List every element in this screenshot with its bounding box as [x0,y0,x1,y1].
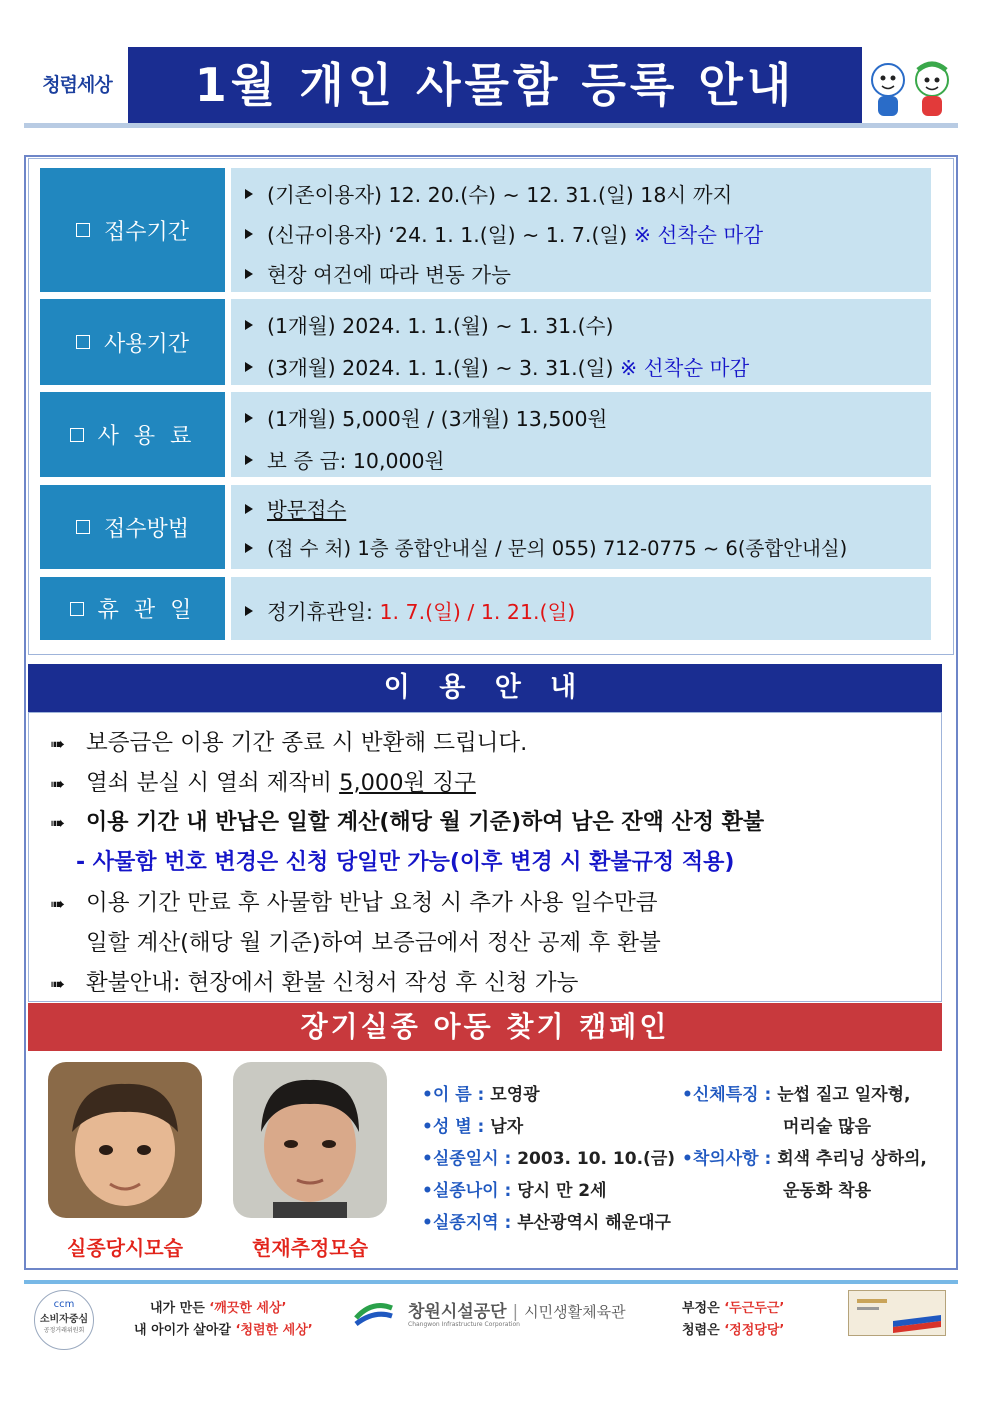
info-text: (기존이용자) 12. 20.(수) ~ 12. 31.(일) 18시 까지 [267,183,733,207]
row-content-reception-method [231,485,931,569]
info-value: 모영광 [490,1085,540,1105]
triangle-bullet-icon [245,413,253,423]
info-line [245,402,607,432]
info-line [245,493,346,523]
changwon-corp-logo-icon [352,1296,396,1334]
guide-item [50,805,764,836]
guide-text: 이용 기간 만료 후 사물함 반납 요청 시 추가 사용 일수만큼 [86,890,658,916]
cheongryeom-logo [28,62,126,108]
info-line [245,595,575,625]
info-key: •착의사항 : [682,1149,772,1169]
header-divider [24,123,958,128]
info-value: 운동화 착용 [783,1181,872,1201]
footer-slogan-2 [134,1319,313,1338]
arrow-bullet-icon: ➠ [50,974,66,995]
info-text: (1개월) 5,000원 / (3개월) 13,500원 [267,407,608,431]
guide-title: 이 용 안 내 [28,664,942,712]
row-label-fee [40,392,225,477]
info-value: 회색 추리닝 상하의, [777,1149,927,1169]
footer-org: 창원시설공단 | 시민생활체육관 [408,1302,626,1322]
slogan-text: 내 아이가 살아갈 [134,1323,231,1338]
missing-info-location [422,1208,671,1233]
info-key: •이 름 : [422,1085,485,1105]
checkbox-square-icon [70,428,84,442]
info-text: 보 증 금: 10,000원 [267,449,445,473]
info-key: •실종지역 : [422,1213,512,1233]
info-text: (3개월) 2024. 1. 1.(월) ~ 3. 31.(일) [267,356,614,380]
slogan-text: 부정은 [682,1301,720,1316]
info-line [245,178,732,208]
guide-item [50,885,657,917]
info-value: 2003. 10. 10.(금) [517,1149,676,1169]
info-line [245,351,749,381]
missing-info-age [422,1176,607,1201]
triangle-bullet-icon [245,504,253,514]
ccm-text: ccm [53,1299,75,1310]
missing-info-name [422,1080,540,1105]
footer-slogan-3 [682,1297,784,1316]
missing-info-clothing-cont [783,1176,871,1201]
missing-info-sex [422,1112,523,1137]
row-label-reception-method [40,485,225,569]
info-text: 정기휴관일: [267,600,373,624]
slogan-text: 내가 만든 [150,1301,205,1316]
certification-badge-icon [848,1290,946,1336]
info-line [245,258,511,288]
row-label-usage-period [40,299,225,385]
info-value: 머리숱 많음 [783,1117,872,1137]
info-value: 당시 만 2세 [517,1181,607,1201]
arrow-bullet-icon: ➠ [50,894,66,915]
first-come-note: ※ 선착순 마감 [620,356,750,380]
org-sub: 시민생활체육관 [524,1303,626,1321]
triangle-bullet-icon [245,269,253,279]
guide-item [50,965,578,997]
triangle-bullet-icon [245,320,253,330]
logo-text: 청렴세상 [42,74,112,96]
ccm-text: 공정거래위원회 [43,1327,85,1334]
child-photo-age-progressed [233,1062,387,1218]
mascot-icon [866,58,956,120]
row-content-closed-days [231,577,931,640]
slogan-quote: ‘깨끗한 세상’ [209,1301,287,1316]
slogan-quote: ‘두근두근’ [724,1301,785,1316]
arrow-bullet-icon: ➠ [50,734,66,755]
page-title: 1월 개인 사물함 등록 안내 [128,47,862,123]
row-content-fee [231,392,931,477]
row-label-text: 사 용 료 [97,424,196,449]
info-key: •성 별 : [422,1117,485,1137]
arrow-bullet-icon: ➠ [50,813,66,834]
info-text: 방문접수 [267,498,347,522]
triangle-bullet-icon [245,229,253,239]
row-label-text: 접수방법 [103,516,189,542]
info-value: 눈썹 짙고 일자형, [777,1085,911,1105]
info-line [245,309,613,339]
info-text: (접 수 처) 1층 종합안내실 / 문의 055) 712-0775 ~ 6(종합안내실) [267,537,848,560]
arrow-bullet-icon: ➠ [50,774,66,795]
missing-info-features [682,1080,910,1105]
info-line [245,444,444,474]
row-label-text: 접수기간 [103,219,189,245]
info-line [245,218,763,248]
slogan-text: 청렴은 [682,1323,720,1338]
guide-text: 환불안내: 현장에서 환불 신청서 작성 후 신청 가능 [86,970,579,996]
key-fee-text: 5,000원 징구 [339,770,476,796]
triangle-bullet-icon [245,362,253,372]
footer-divider [24,1280,958,1284]
triangle-bullet-icon [245,189,253,199]
info-value: 부산광역시 해운대구 [517,1213,671,1233]
guide-subitem: - 사물함 번호 변경은 신청 당일만 가능(이후 변경 시 환불규정 적용) [76,850,735,875]
guide-item [50,725,527,757]
ccm-text: 소비자중심 [39,1314,89,1325]
info-text: 현장 여건에 따라 변동 가능 [267,263,511,287]
checkbox-square-icon [76,223,90,237]
info-text: (신규이용자) ‘24. 1. 1.(일) ~ 1. 7.(일) [267,223,628,247]
footer-slogan-4 [682,1319,784,1338]
missing-info-clothing [682,1144,927,1169]
row-content-usage-period [231,299,931,385]
row-content-reception-period [231,168,931,292]
checkbox-square-icon [76,335,90,349]
guide-item-continued: 일할 계산(해당 월 기준)하여 보증금에서 정산 공제 후 환불 [86,930,661,956]
triangle-bullet-icon [245,455,253,465]
ccm-badge-icon [34,1290,94,1350]
caption-at-disappearance: 실종당시모습 [67,1236,183,1260]
footer-slogan-1 [150,1297,287,1316]
first-come-note: ※ 선착순 마감 [633,223,764,247]
slogan-quote: ‘정정당당’ [724,1323,785,1338]
info-key: •실종일시 : [422,1149,512,1169]
guide-item [50,765,476,797]
info-key: •신체특징 : [682,1085,772,1105]
info-key: •실종나이 : [422,1181,512,1201]
campaign-title: 장기실종 아동 찾기 캠페인 [28,1003,942,1051]
guide-text: 이용 기간 내 반납은 일할 계산(해당 월 기준)하여 남은 잔액 산정 환불 [86,810,765,835]
row-label-reception-period [40,168,225,292]
checkbox-square-icon [70,602,84,616]
info-value: 남자 [490,1117,524,1137]
triangle-bullet-icon [245,606,253,616]
slogan-quote: ‘청렴한 세상’ [235,1323,313,1338]
missing-info-date [422,1144,675,1169]
guide-text: 보증금은 이용 기간 종료 시 반환해 드립니다. [86,730,528,756]
checkbox-square-icon [76,520,90,534]
closed-dates: 1. 7.(일) / 1. 21.(일) [379,600,576,624]
triangle-bullet-icon [245,543,253,553]
missing-info-features-cont [783,1112,871,1137]
caption-age-progressed: 현재추정모습 [252,1236,368,1260]
row-label-text: 휴 관 일 [97,598,196,623]
info-line [245,533,847,561]
org-name: 창원시설공단 [408,1302,507,1322]
child-photo-at-disappearance [48,1062,202,1218]
row-label-text: 사용기간 [103,331,189,357]
row-label-closed-days [40,577,225,640]
guide-text: 열쇠 분실 시 열쇠 제작비 [86,770,332,796]
info-text: (1개월) 2024. 1. 1.(월) ~ 1. 31.(수) [267,314,614,338]
footer-org-en: Changwon Infrastructure Corporation [408,1321,520,1328]
